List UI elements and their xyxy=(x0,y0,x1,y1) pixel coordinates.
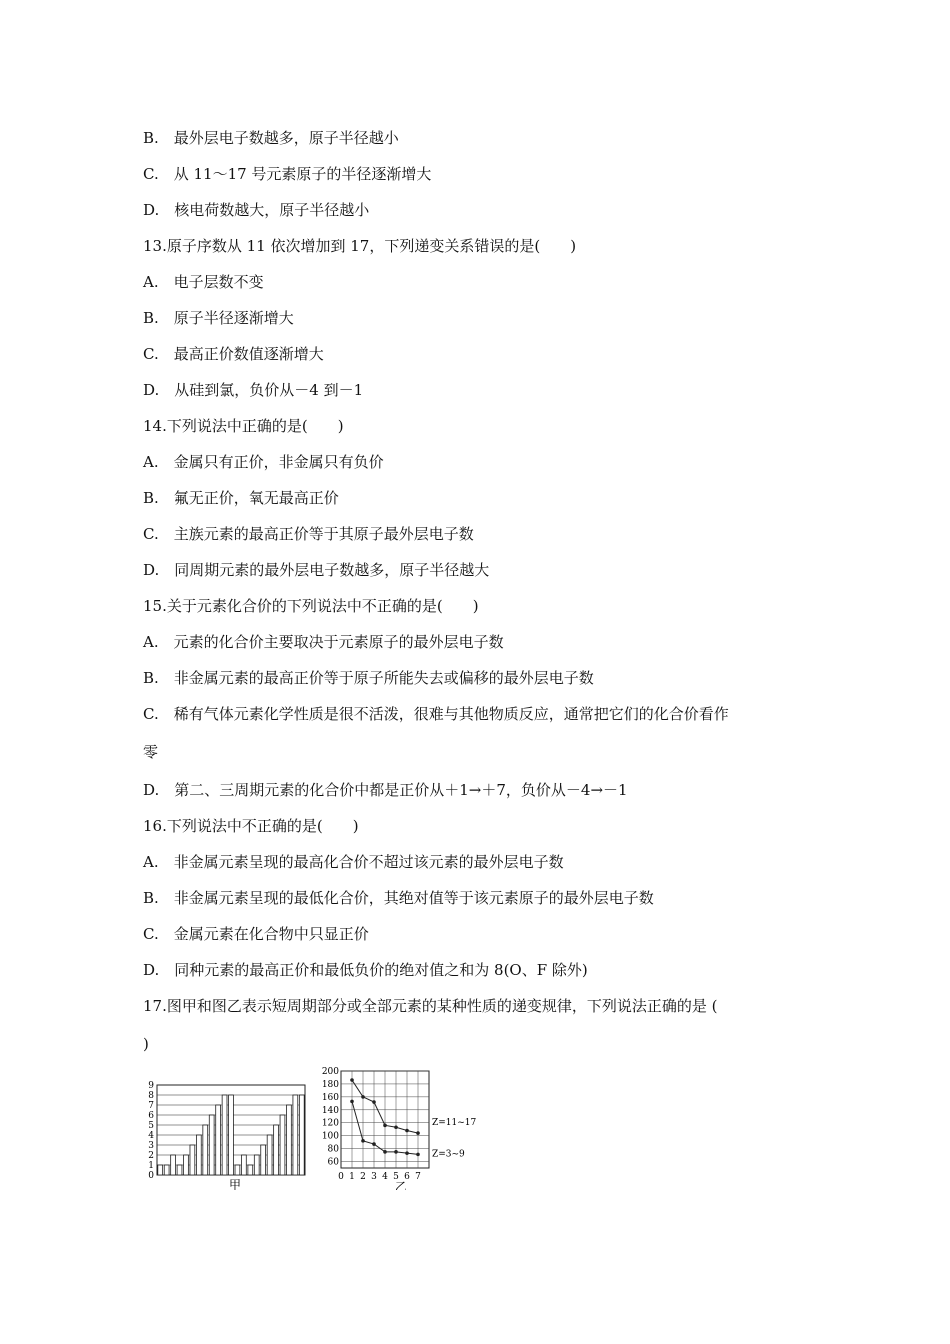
x-axis-label: 乙 xyxy=(394,1180,408,1190)
text-line: 零 xyxy=(143,743,159,761)
text-line: 13.原子序数从 11 依次增加到 17，下列递变关系错误的是( ) xyxy=(143,237,577,255)
bar xyxy=(280,1115,285,1175)
text-line: A. 元素的化合价主要取决于元素原子的最外层电子数 xyxy=(143,633,504,651)
data-point xyxy=(350,1100,354,1104)
text-line: A. 电子层数不变 xyxy=(143,273,264,291)
data-point xyxy=(405,1151,409,1155)
data-point xyxy=(416,1153,420,1157)
x-tick-label: 7 xyxy=(415,1172,421,1182)
text-line: D. 从硅到氯，负价从－4 到－1 xyxy=(143,381,364,399)
y-tick-label: 120 xyxy=(321,1118,339,1129)
bar xyxy=(164,1165,169,1175)
bar xyxy=(274,1125,279,1175)
bar xyxy=(171,1155,176,1175)
x-axis-label: 甲 xyxy=(228,1178,242,1190)
x-tick-label: 4 xyxy=(382,1172,388,1182)
y-tick-label: 7 xyxy=(148,1101,154,1111)
data-point xyxy=(383,1150,387,1154)
bar xyxy=(190,1145,195,1175)
bar xyxy=(222,1095,227,1175)
y-tick-label: 8 xyxy=(148,1091,154,1101)
text-line: C. 主族元素的最高正价等于其原子最外层电子数 xyxy=(143,525,474,543)
bar xyxy=(158,1165,163,1175)
x-tick-label: 2 xyxy=(360,1172,366,1182)
text-line: B. 非金属元素呈现的最低化合价，其绝对值等于该元素原子的最外层电子数 xyxy=(143,889,654,907)
series-label: Z=11~17 xyxy=(432,1118,477,1129)
text-line: D. 核电荷数越大，原子半径越小 xyxy=(143,201,370,219)
y-tick-label: 9 xyxy=(148,1081,154,1091)
bar xyxy=(209,1115,214,1175)
y-tick-label: 2 xyxy=(148,1151,154,1161)
text-line: A. 金属只有正价，非金属只有负价 xyxy=(143,453,384,471)
x-tick-label: 0 xyxy=(338,1172,344,1182)
text-line: B. 非金属元素的最高正价等于原子所能失去或偏移的最外层电子数 xyxy=(143,669,594,687)
data-point xyxy=(350,1078,354,1082)
y-tick-label: 3 xyxy=(148,1141,154,1151)
text-line: C. 从 11～17 号元素原子的半径逐渐增大 xyxy=(143,165,432,183)
bar xyxy=(248,1165,253,1175)
chart-jia xyxy=(143,1065,313,1190)
bar xyxy=(261,1145,266,1175)
bar xyxy=(267,1135,272,1175)
y-tick-label: 5 xyxy=(148,1121,154,1131)
y-tick-label: 100 xyxy=(321,1131,339,1142)
y-tick-label: 0 xyxy=(148,1171,154,1181)
text-line: A. 非金属元素呈现的最高化合价不超过该元素的最外层电子数 xyxy=(143,853,564,871)
bar xyxy=(216,1105,221,1175)
bar xyxy=(184,1155,189,1175)
bar xyxy=(241,1155,246,1175)
y-tick-label: 140 xyxy=(321,1105,339,1116)
text-line: B. 氟无正价，氧无最高正价 xyxy=(143,489,339,507)
series-label: Z=3~9 xyxy=(432,1149,465,1160)
x-tick-label: 3 xyxy=(371,1172,377,1182)
data-point xyxy=(372,1142,376,1146)
bar xyxy=(177,1165,182,1175)
bar xyxy=(286,1105,291,1175)
y-tick-label: 6 xyxy=(148,1111,154,1121)
y-tick-label: 4 xyxy=(148,1131,154,1141)
text-line: C. 最高正价数值逐渐增大 xyxy=(143,345,324,363)
bar xyxy=(235,1165,240,1175)
data-point xyxy=(394,1125,398,1129)
text-line: 16.下列说法中不正确的是( ) xyxy=(143,817,359,835)
text-line: D. 同种元素的最高正价和最低负价的绝对值之和为 8(O、F 除外) xyxy=(143,961,588,979)
text-line: D. 同周期元素的最外层电子数越多，原子半径越大 xyxy=(143,561,490,579)
text-line: 17.图甲和图乙表示短周期部分或全部元素的某种性质的递变规律，下列说法正确的是 ( xyxy=(143,997,718,1015)
text-line: B. 最外层电子数越多，原子半径越小 xyxy=(143,129,399,147)
text-line: C. 稀有气体元素化学性质是很不活泼，很难与其他物质反应，通常把它们的化合价看作 xyxy=(143,705,729,723)
y-tick-label: 80 xyxy=(327,1144,339,1155)
data-point xyxy=(394,1150,398,1154)
y-tick-label: 160 xyxy=(321,1092,339,1103)
text-line: 15.关于元素化合价的下列说法中不正确的是( ) xyxy=(143,597,479,615)
data-point xyxy=(361,1139,365,1143)
text-line: D. 第二、三周期元素的化合价中都是正价从＋1→＋7，负价从－4→－1 xyxy=(143,781,628,799)
data-point xyxy=(405,1129,409,1133)
x-tick-label: 6 xyxy=(404,1172,410,1182)
text-line: ) xyxy=(143,1035,149,1053)
text-line: B. 原子半径逐渐增大 xyxy=(143,309,294,327)
text-line: C. 金属元素在化合物中只显正价 xyxy=(143,925,369,943)
bar xyxy=(254,1155,259,1175)
bar xyxy=(203,1125,208,1175)
y-tick-label: 180 xyxy=(321,1079,339,1090)
data-point xyxy=(372,1100,376,1104)
data-point xyxy=(361,1095,365,1099)
data-point xyxy=(416,1131,420,1135)
y-tick-label: 200 xyxy=(321,1067,339,1077)
bar xyxy=(299,1095,304,1175)
chart-yi xyxy=(315,1065,555,1190)
x-tick-label: 1 xyxy=(349,1172,355,1182)
y-tick-label: 1 xyxy=(148,1161,154,1171)
x-tick-label: 5 xyxy=(393,1172,399,1182)
data-point xyxy=(383,1124,387,1128)
bar xyxy=(196,1135,201,1175)
text-line: 14.下列说法中正确的是( ) xyxy=(143,417,344,435)
bar xyxy=(229,1095,234,1175)
y-tick-label: 60 xyxy=(327,1157,339,1168)
bar xyxy=(293,1095,298,1175)
